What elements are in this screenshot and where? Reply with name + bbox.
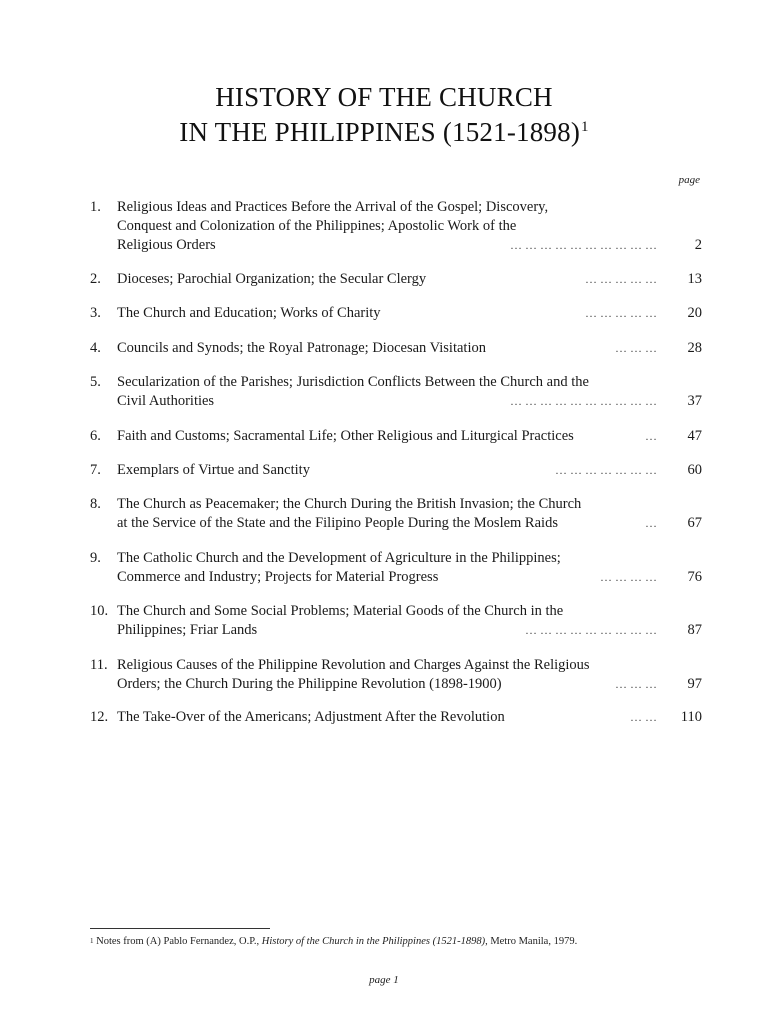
toc-entry-title-text: The Church as Peacemaker; the Church During the British Invasion; the Church bbox=[117, 496, 582, 512]
toc-entry-title bbox=[117, 373, 657, 411]
toc-entry-page-number: 97 bbox=[687, 676, 702, 692]
toc-entry-page-number: 110 bbox=[680, 709, 702, 725]
toc-entry-title-line bbox=[117, 373, 657, 392]
toc-entry-page-number: 28 bbox=[687, 340, 702, 356]
toc-dot-leaders: … … … … … bbox=[585, 306, 657, 320]
toc-entry-page-number: 76 bbox=[687, 569, 702, 585]
toc-entry-number: 1. bbox=[90, 199, 101, 215]
toc-entry-title-text: Religious Ideas and Practices Before the Arrival of the Gospel; Discovery, bbox=[117, 199, 549, 215]
toc-dot-leaders: … … … … bbox=[600, 570, 657, 584]
toc-entry-title-line bbox=[117, 304, 657, 323]
toc-entry-title-text: Civil Authorities bbox=[117, 393, 215, 409]
toc-entry-title bbox=[117, 427, 657, 446]
toc-entry-number: 2. bbox=[90, 271, 101, 287]
toc-entry-title-text: The Church and Education; Works of Charity bbox=[117, 305, 381, 321]
toc-entry-title-line bbox=[117, 708, 657, 727]
toc-entry-title bbox=[117, 270, 657, 289]
toc-entry-title-line bbox=[117, 495, 657, 514]
toc-entry-number: 10. bbox=[90, 603, 109, 619]
toc-entry-page-number: 67 bbox=[687, 515, 702, 531]
toc-dot-leaders: … … … bbox=[615, 677, 657, 691]
toc-dot-leaders: … … … … … bbox=[585, 272, 657, 286]
toc-entry-title bbox=[117, 656, 657, 694]
toc-entry-title-line bbox=[117, 602, 657, 621]
toc-entry-number: 5. bbox=[90, 374, 101, 390]
toc-entry-title-line bbox=[117, 656, 657, 675]
toc-entry-number: 4. bbox=[90, 340, 101, 356]
toc-entry-title-text: The Church and Some Social Problems; Material Goods of the Church in the bbox=[117, 603, 564, 619]
toc-dot-leaders: … … … … … … … bbox=[555, 463, 657, 477]
toc-entry-number: 11. bbox=[90, 657, 108, 673]
toc-entry-number: 7. bbox=[90, 462, 101, 478]
toc-entry-title-text: Commerce and Industry; Projects for Material Progress bbox=[117, 569, 439, 585]
toc-entry-title bbox=[117, 198, 657, 255]
toc-entry-title-text: Exemplars of Virtue and Sanctity bbox=[117, 462, 310, 478]
toc-entry-title-text: at the Service of the State and the Filipino People During the Moslem Raids bbox=[117, 515, 558, 531]
toc-entry-title-text: Councils and Synods; the Royal Patronage; Diocesan Visitation bbox=[117, 340, 486, 356]
title-text-1: HISTORY OF THE CHURCH bbox=[215, 82, 553, 112]
toc-entry-title-line bbox=[117, 461, 657, 480]
toc-entry-title-line bbox=[117, 514, 657, 533]
page-footer: page 1 bbox=[369, 974, 399, 986]
toc-entry-title bbox=[117, 602, 657, 640]
toc-entry-page-number: 60 bbox=[687, 462, 702, 478]
toc-entry-title-text: Religious Causes of the Philippine Revolution and Charges Against the Religious bbox=[117, 657, 590, 673]
toc-entry-number: 8. bbox=[90, 496, 101, 512]
footnote-prefix: Notes from (A) Pablo Fernandez, O.P., bbox=[96, 936, 260, 947]
toc-entry-number: 6. bbox=[90, 428, 101, 444]
footnote-divider bbox=[90, 928, 270, 929]
toc-entry-title-line bbox=[117, 621, 657, 640]
title-footnote-marker: 1 bbox=[581, 119, 589, 135]
toc-entry-title-text: The Catholic Church and the Development of Agriculture in the Philippines; bbox=[117, 550, 561, 566]
toc-entry-title bbox=[117, 549, 657, 587]
toc-entry-title-text: The Take-Over of the Americans; Adjustment After the Revolution bbox=[117, 709, 505, 725]
toc-entry-title-text: Philippines; Friar Lands bbox=[117, 622, 258, 638]
toc-entry-title-line bbox=[117, 236, 657, 255]
footnote bbox=[90, 935, 577, 949]
page-column-label: page bbox=[678, 174, 700, 186]
toc-entry-title-line bbox=[117, 339, 657, 358]
document-title-line-2 bbox=[0, 115, 768, 149]
toc-entry-title-line bbox=[117, 427, 657, 446]
toc-dot-leaders: … bbox=[645, 429, 657, 443]
toc-entry-page-number: 2 bbox=[694, 237, 702, 253]
toc-entry-title-text: Religious Orders bbox=[117, 237, 216, 253]
toc-entry-page-number: 47 bbox=[687, 428, 702, 444]
toc-entry-title-text: Faith and Customs; Sacramental Life; Other Religious and Liturgical Practices bbox=[117, 428, 574, 444]
toc-entry-title-line bbox=[117, 217, 657, 236]
footnote-marker: 1 bbox=[90, 937, 94, 945]
toc-entry-title-text: Secularization of the Parishes; Jurisdiction Conflicts Between the Church and the bbox=[117, 374, 589, 390]
toc-entry-number: 12. bbox=[90, 709, 109, 725]
toc-entry-title-text: Orders; the Church During the Philippine Revolution (1898-1900) bbox=[117, 676, 502, 692]
toc-entry-title-line bbox=[117, 568, 657, 587]
footnote-suffix: , Metro Manila, 1979. bbox=[485, 936, 578, 947]
toc-dot-leaders: … bbox=[645, 516, 657, 530]
toc-entry-title bbox=[117, 461, 657, 480]
toc-dot-leaders: … … … … … … … … … … bbox=[510, 238, 657, 252]
toc-entry-title bbox=[117, 708, 657, 727]
toc-entry-page-number: 20 bbox=[687, 305, 702, 321]
toc-entry-title-line bbox=[117, 392, 657, 411]
toc-entry-page-number: 13 bbox=[687, 271, 702, 287]
toc-entry-title-line bbox=[117, 675, 657, 694]
toc-dot-leaders: … … … bbox=[615, 341, 657, 355]
title-text-2: IN THE PHILIPPINES (1521-1898) bbox=[179, 117, 581, 147]
toc-entry-title-line bbox=[117, 198, 657, 217]
toc-dot-leaders: … … … … … … … … … bbox=[525, 623, 657, 637]
toc-entry-title bbox=[117, 495, 657, 533]
document-title-line-1 bbox=[0, 80, 768, 114]
toc-entry-title-text: Dioceses; Parochial Organization; the Secular Clergy bbox=[117, 271, 427, 287]
footnote-book-title: History of the Church in the Philippines (1521-1898) bbox=[261, 936, 486, 947]
toc-entry-title-line bbox=[117, 549, 657, 568]
toc-entry-page-number: 87 bbox=[687, 622, 702, 638]
toc-entry-number: 9. bbox=[90, 550, 101, 566]
toc-entry-title bbox=[117, 304, 657, 323]
toc-entry-title bbox=[117, 339, 657, 358]
toc-entry-title-text: Conquest and Colonization of the Philippines; Apostolic Work of the bbox=[117, 218, 517, 234]
toc-entry-number: 3. bbox=[90, 305, 101, 321]
toc-entry-page-number: 37 bbox=[687, 393, 702, 409]
toc-dot-leaders: … … bbox=[630, 710, 657, 724]
toc-entry-title-line bbox=[117, 270, 657, 289]
toc-dot-leaders: … … … … … … … … … … bbox=[510, 394, 657, 408]
